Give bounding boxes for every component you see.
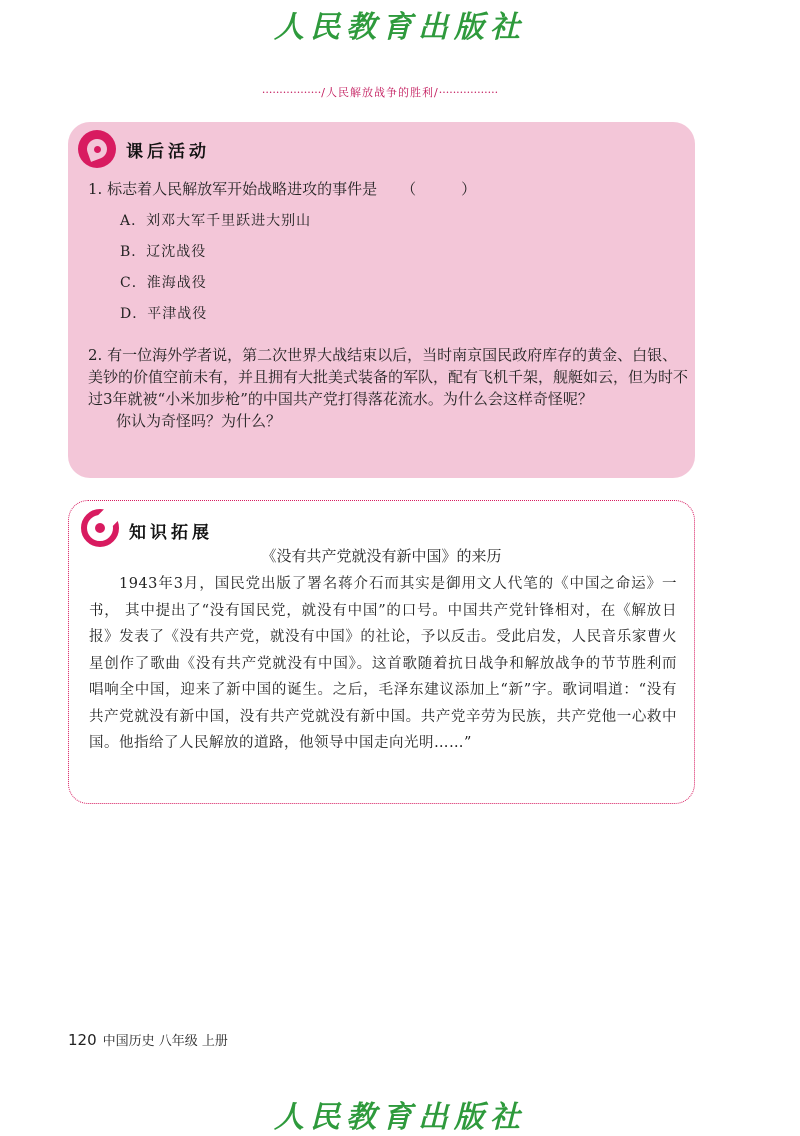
activity-icon <box>78 130 116 168</box>
header-dots-right: ················· <box>438 86 499 99</box>
question-2-text: 2. 有一位海外学者说，第二次世界大战结束以后，当时南京国民政府库存的黄金、白银、美钞的价值空前未有，并且拥有大批美式装备的军队，配有飞机千架，舰艇如云，但为时不过3年就被“小米加步枪”的中国共产党打得落花流水。为什么会这样奇怪呢？ <box>88 346 689 408</box>
option-d: D．平津战役 <box>120 306 208 322</box>
option-c: C．淮海战役 <box>120 275 207 291</box>
extension-title: 知识拓展 <box>129 523 213 543</box>
publisher-logo-top: 人民教育出版社 <box>274 10 526 45</box>
article-title: 《没有共产党就没有新中国》的来历 <box>261 547 502 565</box>
page-footer <box>68 1030 228 1049</box>
activity-section <box>68 122 695 478</box>
chapter-title: /人民解放战争的胜利/ <box>321 86 439 99</box>
option-b: B．辽沈战役 <box>120 244 207 260</box>
book-title: 中国历史 八年级 上册 <box>102 1034 228 1049</box>
extension-icon <box>81 509 119 547</box>
page-number: 120 <box>68 1031 97 1049</box>
question-2-followup: 你认为奇怪吗？为什么？ <box>116 412 282 430</box>
activity-title: 课后活动 <box>126 142 210 162</box>
question-1-text: 1. 标志着人民解放军开始战略进攻的事件是 <box>88 180 378 198</box>
publisher-logo-bottom: 人民教育出版社 <box>274 1100 526 1135</box>
option-a: A．刘邓大军千里跃进大别山 <box>120 213 312 229</box>
chapter-header <box>200 84 560 100</box>
article-body <box>89 571 677 757</box>
question-2 <box>88 344 688 432</box>
question-1 <box>88 178 476 199</box>
extension-section <box>68 500 695 804</box>
header-dots-left: ················· <box>261 86 322 99</box>
answer-blank: （ ） <box>401 180 477 198</box>
article-paragraph: 1943年3月，国民党出版了署名蒋介石而其实是御用文人代笔的《中国之命运》一书， 其中提出了“没有国民党，就没有中国”的口号。中国共产党针锋相对，在《解放日报》发表了《没有共产党，就没有中国》的社论，予以反击。受此启发，人民音乐家曹火星创作了歌曲《没有共产党就没有中国》。这首歌随着抗日战争和解放战争的节节胜利而唱响全中国，迎来了新中国的诞生。之后，毛泽东建议添加上“新”字。歌词唱道：“没有共产党就没有新中国，没有共产党就没有新中国。共产党辛劳为民族，共产党他一心救中国。他指给了人民解放的道路，他领导中国走向光明……” <box>89 576 677 751</box>
